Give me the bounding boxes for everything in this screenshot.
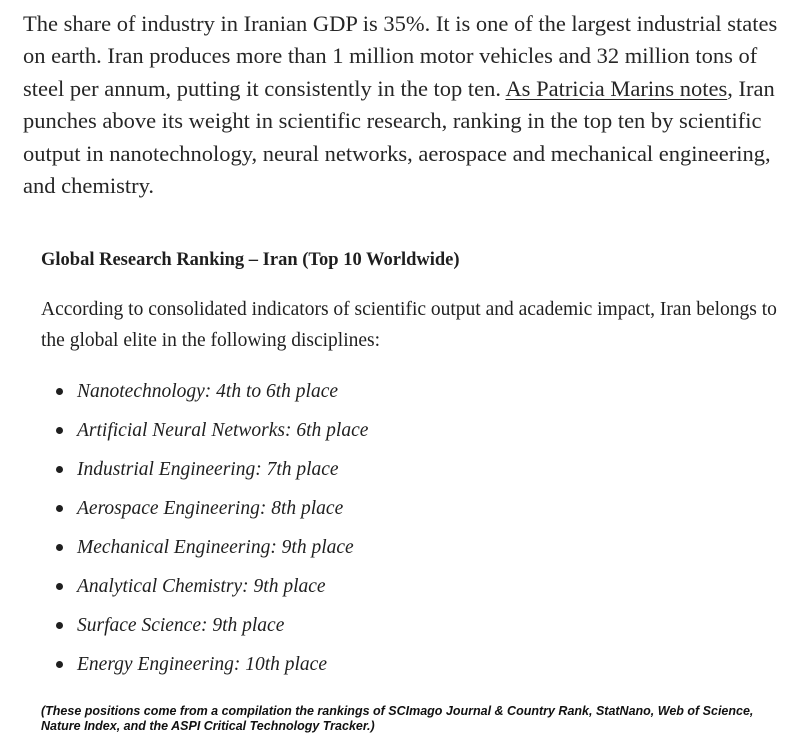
list-item-analytical-chemistry xyxy=(41,567,781,606)
paragraph-text-after-link: , Iran punches above its weight in scientific research, ranking in the top ten by scientific output in nanotechnology, neural networks, aerospace and mechanical engineering, and chemistry. xyxy=(23,75,775,199)
source-note: (These positions come from a compilation the rankings of SCImago Journal & Country Rank, StatNano, Web of Science, Nature Index, and the ASPI Critical Technology Tracker.) xyxy=(41,704,754,733)
bullet-icon xyxy=(56,388,63,395)
list-item-mechanical-engineering xyxy=(41,528,781,567)
article-paragraph xyxy=(23,8,793,202)
bullet-icon xyxy=(56,427,63,434)
list-item-text: Analytical Chemistry: 9th place xyxy=(77,576,326,597)
list-item-surface-science xyxy=(41,606,781,645)
paragraph-text-before-link: The share of industry in Iranian GDP is 35%. It is one of the largest industrial states on earth. Iran produces more than 1 million motor vehicles and 32 million tons of steel per annum, putting it consistently in the top ten. xyxy=(23,11,778,101)
list-item-aerospace-engineering xyxy=(41,489,781,528)
list-item-text: Artificial Neural Networks: 6th place xyxy=(77,420,369,441)
list-item-text: Energy Engineering: 10th place xyxy=(77,654,327,675)
bullet-icon xyxy=(56,661,63,668)
ranking-box-title: Global Research Ranking – Iran (Top 10 Worldwide) xyxy=(41,250,460,270)
list-item-industrial-engineering xyxy=(41,450,781,489)
bullet-icon xyxy=(56,505,63,512)
ranking-box-intro: According to consolidated indicators of scientific output and academic impact, Iran belongs to the global elite in the following disciplines: xyxy=(41,299,777,351)
list-item-text: Nanotechnology: 4th to 6th place xyxy=(77,381,339,402)
list-item-text: Surface Science: 9th place xyxy=(77,615,285,636)
list-item-nanotechnology xyxy=(41,372,781,411)
bullet-icon xyxy=(56,466,63,473)
bullet-icon xyxy=(56,544,63,551)
bullet-icon xyxy=(56,622,63,629)
ranking-list xyxy=(41,372,781,684)
research-ranking-box xyxy=(41,244,781,684)
list-item-text: Mechanical Engineering: 9th place xyxy=(77,537,354,558)
patricia-marins-link[interactable]: As Patricia Marins notes xyxy=(505,75,728,101)
bullet-icon xyxy=(56,583,63,590)
list-item-neural-networks xyxy=(41,411,781,450)
list-item-text: Industrial Engineering: 7th place xyxy=(77,459,339,480)
list-item-energy-engineering xyxy=(41,645,781,684)
list-item-text: Aerospace Engineering: 8th place xyxy=(77,498,344,519)
